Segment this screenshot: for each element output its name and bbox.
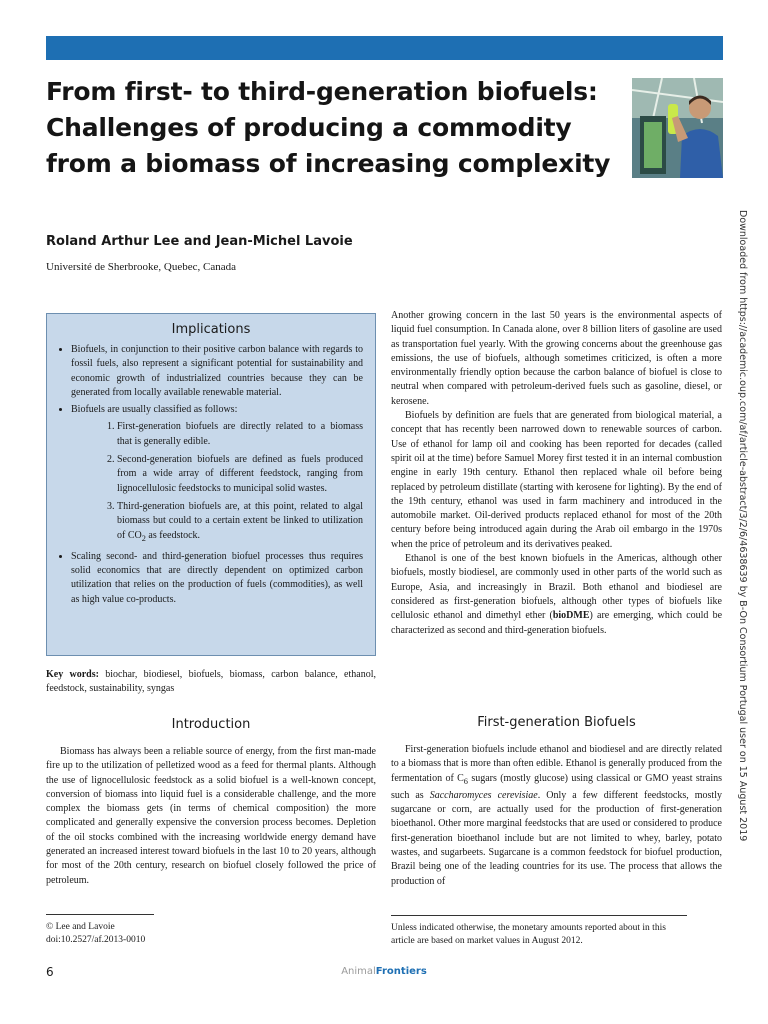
author-affiliation: Université de Sherbrooke, Quebec, Canada xyxy=(46,261,236,273)
gen3-text-end: as feedstock. xyxy=(145,529,201,541)
keywords xyxy=(46,668,376,697)
fg-text-c: . Only a few different feedstocks, mostly sugarcane or corn, are actually used for the production of first-generation bioethanol. Other more marginal feedstocks that are used or considered to produce first-generation bioethanol include but are not limited to whey, barley, potato wastes, and sugarbeets. Sugarcane is a common feedstock for biofuel production, Brazil being one of the leading countries for its use. The process that allows the production of xyxy=(391,789,722,887)
left-footnote-rule xyxy=(46,914,154,915)
keywords-text: biochar, biodiesel, biofuels, biomass, carbon balance, ethanol, feedstock, sustainability, syngas xyxy=(46,669,376,695)
monetary-footnote: Unless indicated otherwise, the monetary amounts reported about in this article are based on market values in August 2012. xyxy=(391,923,666,946)
fg-text-b: sugars (mostly glucose) using classical or GMO yeast strains such as xyxy=(391,772,722,801)
biodme-term: bioDME xyxy=(552,610,590,622)
page-number: 6 xyxy=(46,965,54,979)
fg-text-a: First-generation biofuels include ethanol and biodiesel and are directly related to a biomass that is more than often edible. Ethanol is generally produced from the fermentation of C xyxy=(391,744,722,784)
right-footnote-rule xyxy=(391,915,687,916)
implication-bullet-3: • Scaling second- and third-generation biofuel processes thus requires solid economics that are directly dependent on optimized carbon utilization that relies on the production of fuels (commodities), as well as high value co-products. xyxy=(71,550,363,607)
right-paragraph-3-end: ) are emerging, which could be characterized as second and third-generation biofuels. xyxy=(391,610,723,636)
journal-name-light: Animal xyxy=(341,966,376,977)
introduction-body xyxy=(46,745,376,888)
generation-item-1: 1. First-generation biofuels are directly related to a biomass that is generally edible. xyxy=(117,420,363,449)
gen3-subscript: 2 xyxy=(141,533,146,543)
gen3-text: Third-generation biofuels are, at this point, related to algal biomass but could to a certain extent be linked to utilization of CO xyxy=(117,500,363,541)
article-authors: Roland Arthur Lee and Jean-Michel Lavoie xyxy=(46,234,353,249)
right-paragraph-1: Another growing concern in the last 50 years is the environmental aspects of liquid fuel consumption. In Canada alone, over 8 billion liters of gasoline are used as transportation fuel yearly. With the growing concerns about the greenhouse gas emissions, the use of biofuels, although sometimes criticized, is often a more environmentally friendly option because the carbon balance of biofuel is close to neutral when compared with petroleum-derived fuels such as gasoline, diesel, or kerosene. xyxy=(391,310,722,407)
right-paragraph-3 xyxy=(391,552,722,638)
fg-species-name: Saccharomyces cerevisiae xyxy=(429,789,538,801)
implications-list xyxy=(59,343,363,607)
implication-bullet-2-text: Biofuels are usually classified as follows: xyxy=(71,404,238,416)
implication-bullet-2 xyxy=(71,403,363,546)
journal-name-bold: Frontiers xyxy=(375,966,427,977)
header-bar xyxy=(46,36,723,60)
first-generation-heading: First-generation Biofuels xyxy=(477,715,636,730)
author-photo xyxy=(632,78,723,178)
right-paragraph-2: Biofuels by definition are fuels that are generated from biological material, a concept that has recently been narrowed down to renewable sources of carbon. Use of ethanol for lamp oil and cooking has been reported for decades (called spirit oil at the time) before Samuel Morey first tested it in an internal combustion engine in early 19th century. Ethanol then replaced whale oil before being replaced by petroleum distillate (starting with kerosene for lighting). By the end of the 19th century, ethanol was used in farm machinery and introduced in the automobile market. Oil-derived products replaced ethanol for most of the 20th century before being introduced again during the Arab oil embargo in the 1970s when the price of petroleum and its derivatives peaked. xyxy=(391,410,722,550)
journal-name xyxy=(0,966,768,977)
right-paragraph-3-text: Ethanol is one of the best known biofuels in the Americas, although other biofuels, mostly biodiesel, are commonly used in other parts of the world such as Europe, Asia, and increasingly in Brazil. Both ethanol and biodiesel are considered as first-generation biofuels, although other types of biofuels like cellulosic ethanol and dimethyl ether ( xyxy=(391,553,722,622)
keywords-label: Key words: xyxy=(46,669,99,680)
copyright-note xyxy=(46,921,246,946)
first-generation-body xyxy=(391,743,722,889)
implications-box xyxy=(46,313,376,656)
fg-subscript: 6 xyxy=(463,776,468,786)
implication-bullet-1: • Biofuels, in conjunction to their positive carbon balance with regards to fossil fuels, also represent a significant potential for sustainability and economic growth of industrialized countries because they can be generated from locally available renewable material. xyxy=(71,343,363,400)
generation-item-2: 2. Second-generation biofuels are defined as fuels produced from a wide array of different feedstock, ranging from lignocellulosic feedstocks to municipal solid wastes. xyxy=(117,453,363,496)
doi-text: doi:10.2527/af.2013-0010 xyxy=(46,934,146,945)
author-photo-image xyxy=(632,78,723,178)
generation-item-3 xyxy=(117,500,363,546)
introduction-heading: Introduction xyxy=(171,717,251,732)
article-title: From first- to third-generation biofuels: Challenges of producing a commodity from a biomass of increasing complexity xyxy=(46,77,611,178)
download-notice xyxy=(736,210,752,842)
copyright-text: © Lee and Lavoie xyxy=(46,922,115,932)
right-column-body xyxy=(391,309,722,638)
introduction-paragraph-1: Biomass has always been a reliable source of energy, from the first man-made fire up to the utilization of pelletized wood as a feed for thermal plants. Although the use of lignocellulosic feedstock as a solid biofuel is a well-known concept, conversion of biomass into liquid fuel is a considerable challenge, and the more complex the biomass gets (in terms of chemical composition) the more complicated and generally expensive the conversion process becomes. Depletion of the oil stocks combined with the increasing worldwide energy demand have generated an increased interest toward biofuels in the last 10 to 20 years, although for most of the 20th century, research on biofuel closely followed the price of petroleum. xyxy=(46,746,376,886)
first-generation-paragraph-1 xyxy=(391,743,722,889)
generation-list xyxy=(71,420,363,545)
download-notice-text: Downloaded from https://academic.oup.com/af/article-abstract/3/2/6/4638639 by B-On Consortium Portugal user on 15 August 2019 xyxy=(737,210,748,842)
implications-heading: Implications xyxy=(171,322,251,337)
